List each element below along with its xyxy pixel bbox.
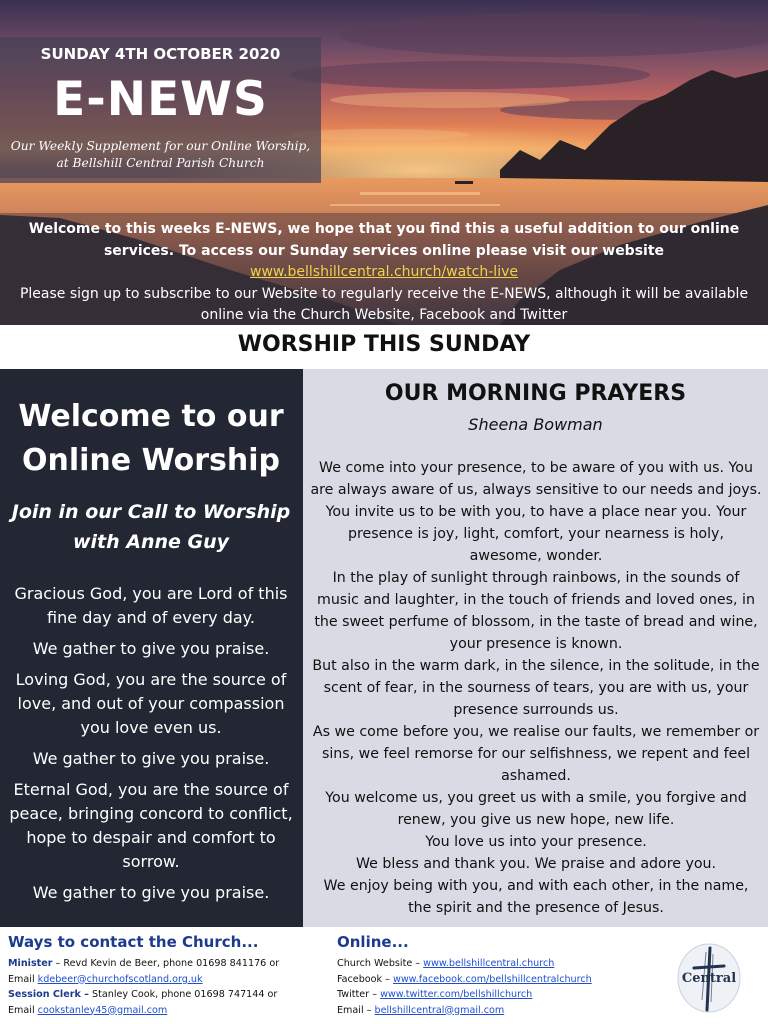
- logo-text: Central: [681, 971, 737, 986]
- call-line: Gracious God, you are Lord of this fine day and of every day.: [14, 584, 288, 627]
- issue-date: SUNDAY 4TH OCTOBER 2020: [40, 45, 281, 63]
- cross-logo-icon: [676, 940, 742, 1016]
- prayer-paragraph: We enjoy being with you, and with each other, in the name, the spirit and the presence of Jesus.: [323, 878, 749, 916]
- clerk-text: Stanley Cook, phone 01698 747144 or: [88, 989, 278, 1000]
- intro-subscribe: Please sign up to subscribe to our Website to regularly receive the E-NEWS, although it will be available online via the Church Website, Facebook and Twitter: [19, 285, 749, 323]
- call-line: Eternal God, you are the source of peace, bringing concord to conflict, hope to despair and comfort to sorrow.: [9, 780, 293, 871]
- website-link[interactable]: www.bellshillcentral.church: [423, 958, 555, 969]
- call-line: Loving God, you are the source of love, and out of your compassion you love even us.: [15, 670, 287, 737]
- prayers-title: OUR MORNING PRAYERS: [384, 381, 687, 406]
- worship-heading: WORSHIP THIS SUNDAY: [237, 332, 531, 357]
- prayer-paragraph: We bless and thank you. We praise and adore you.: [355, 856, 717, 872]
- twitter-label: Twitter –: [337, 989, 381, 1000]
- welcome-title: Welcome to our Online Worship: [18, 399, 284, 478]
- church-logo: [676, 940, 742, 1016]
- call-response: We gather to give you praise.: [32, 639, 270, 658]
- prayer-paragraph: As we come before you, we realise our faults, we remember or sins, we feel remorse for our selfishness, we repent and feel ashamed.: [312, 724, 760, 784]
- minister-text: – Revd Kevin de Beer, phone 01698 841176 or: [52, 958, 280, 969]
- twitter-link[interactable]: www.twitter.com/bellshillchurch: [380, 989, 533, 1000]
- online-title: Online...: [337, 933, 409, 951]
- minister-label: Minister: [8, 958, 53, 969]
- contact-title: Ways to contact the Church...: [8, 933, 259, 951]
- call-to-worship-title: Join in our Call to Worship with Anne Guy: [11, 501, 291, 553]
- church-email-link[interactable]: bellshillcentral@gmail.com: [374, 1004, 505, 1016]
- intro-welcome: Welcome to this weeks E-NEWS, we hope that you find this a useful addition to our online services. To access our Sunday services online please visit our website: [28, 221, 740, 259]
- email-label: Email: [8, 1004, 38, 1016]
- call-response: We gather to give you praise.: [32, 883, 270, 902]
- minister-email-link[interactable]: kdebeer@churchofscotland.org.uk: [37, 973, 203, 985]
- subtitle-line-2: at Bellshill Central Parish Church: [56, 156, 265, 170]
- prayers-author: Sheena Bowman: [468, 415, 603, 434]
- prayers-text: [310, 457, 762, 919]
- clerk-email-link[interactable]: cookstanley45@gmail.com: [37, 1004, 168, 1016]
- subtitle-line-1: Our Weekly Supplement for our Online Worship,: [10, 139, 311, 153]
- intro-text: [10, 219, 758, 327]
- call-to-worship-text: [2, 582, 300, 912]
- prayer-paragraph: But also in the warm dark, in the silence, in the solitude, in the scent of fear, in the sourness of tears, you are with us, your presence surrounds us.: [312, 658, 760, 718]
- facebook-label: Facebook –: [337, 973, 393, 985]
- contact-details: [8, 956, 308, 1018]
- prayer-paragraph: We come into your presence, to be aware of you with us. You are always aware of us, always sensitive to our needs and joys. You invite us to be with you, to have a place near you. Your presence is joy, light, comfort, your nearness is holy, awesome, wonder.: [310, 460, 762, 564]
- prayer-paragraph: You welcome us, you greet us with a smile, you forgive and renew, you give us new hope, new life.: [325, 790, 747, 828]
- facebook-link[interactable]: www.facebook.com/bellshillcentralchurch: [392, 973, 592, 985]
- website-label: Church Website –: [337, 958, 424, 969]
- prayer-paragraph: In the play of sunlight through rainbows, in the sounds of music and laughter, in the touch of friends and loved ones, in the sweet perfume of blossom, in the taste of bread and wine, your presence is known.: [314, 570, 758, 652]
- online-details: [337, 956, 657, 1018]
- prayer-paragraph: You love us into your presence.: [425, 834, 647, 850]
- newsletter-title: E-NEWS: [53, 72, 268, 127]
- clerk-label: Session Clerk –: [8, 989, 89, 1000]
- call-response: We gather to give you praise.: [32, 749, 270, 768]
- watch-live-link[interactable]: www.bellshillcentral.church/watch-live: [250, 264, 518, 280]
- newsletter-subtitle: [6, 138, 315, 172]
- email-label: Email –: [337, 1004, 375, 1016]
- email-label: Email: [8, 973, 38, 985]
